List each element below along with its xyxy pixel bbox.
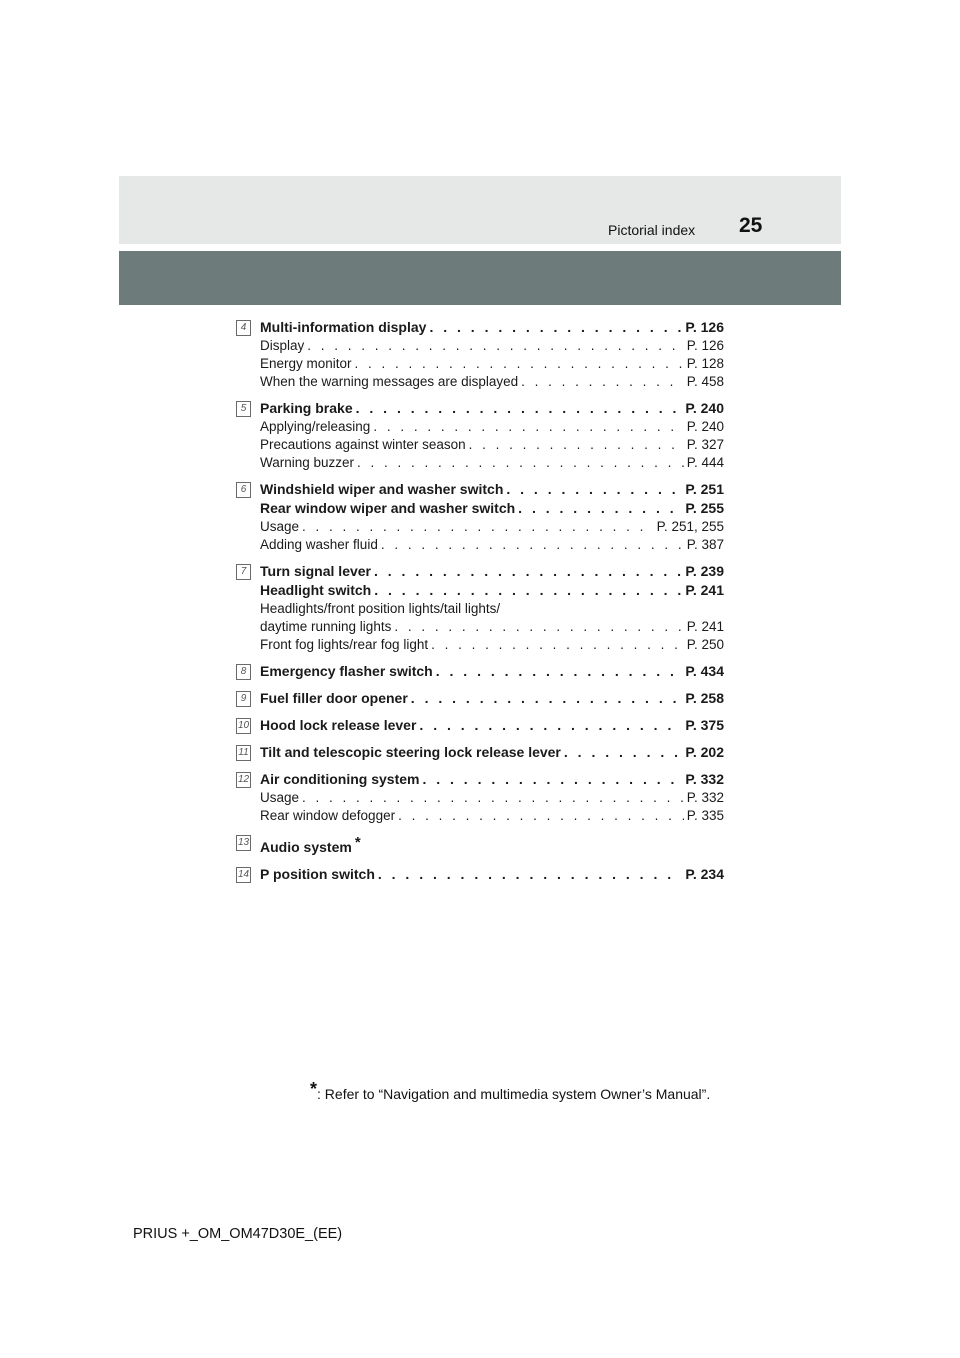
dot-leader xyxy=(564,743,682,761)
index-label: Fuel filler door opener xyxy=(260,690,408,706)
dot-leader xyxy=(436,662,683,680)
dot-leader xyxy=(422,770,682,788)
dot-leader xyxy=(302,789,684,807)
page-reference-link[interactable]: P. 458 xyxy=(686,374,724,389)
index-label: Usage xyxy=(260,790,300,805)
footer-model-code: PRIUS +_OM_OM47D30E_(EE) xyxy=(133,1226,343,1242)
index-entry xyxy=(236,480,724,554)
index-heading-line xyxy=(260,499,724,518)
index-heading-line xyxy=(260,662,724,681)
index-label: When the warning messages are displayed xyxy=(260,374,519,389)
item-number-marker: 6 xyxy=(236,482,251,498)
page-reference-link[interactable]: P. 128 xyxy=(686,356,724,371)
header-band xyxy=(119,176,841,244)
dot-leader xyxy=(518,499,682,517)
index-label: Hood lock release lever xyxy=(260,717,417,733)
index-label: Emergency flasher switch xyxy=(260,663,433,679)
index-heading-line xyxy=(260,743,724,762)
footnote-text: : Refer to “Navigation and multimedia system Owner’s Manual”. xyxy=(317,1086,711,1102)
index-entry xyxy=(236,833,724,857)
index-subitem-line xyxy=(260,618,724,636)
page-reference-link[interactable]: P. 327 xyxy=(686,437,724,452)
index-subitem-line xyxy=(260,636,724,654)
index-entry xyxy=(236,662,724,681)
index-label: Warning buzzer xyxy=(260,455,355,470)
dot-leader xyxy=(419,716,682,734)
index-heading-line xyxy=(260,865,724,884)
dot-leader xyxy=(356,399,683,417)
section-title: Pictorial index xyxy=(608,222,696,238)
dot-leader xyxy=(355,355,684,373)
index-label: P position switch xyxy=(260,866,375,882)
page-reference-link[interactable]: P. 332 xyxy=(685,771,724,787)
dot-leader xyxy=(378,865,682,883)
index-label: Rear window wiper and washer switch xyxy=(260,500,516,516)
index-label: Front fog lights/rear fog light xyxy=(260,637,429,652)
item-number-marker: 14 xyxy=(236,867,251,883)
dot-leader xyxy=(373,418,683,436)
index-entry xyxy=(236,770,724,825)
page-reference-link[interactable]: P. 335 xyxy=(686,808,724,823)
page-reference-link[interactable]: P. 240 xyxy=(686,419,724,434)
dot-leader xyxy=(429,318,682,336)
index-heading-line xyxy=(260,399,724,418)
item-number-marker: 8 xyxy=(236,664,251,680)
dot-leader xyxy=(381,536,684,554)
page-reference-link[interactable]: P. 241 xyxy=(685,582,724,598)
page-reference-link[interactable]: P. 444 xyxy=(686,455,724,470)
page-reference-link[interactable]: P. 258 xyxy=(685,690,724,706)
page-reference-link[interactable]: P. 255 xyxy=(685,500,724,516)
index-heading-line xyxy=(260,833,724,857)
dot-leader xyxy=(302,518,654,536)
index-heading-line xyxy=(260,318,724,337)
index-label: Applying/releasing xyxy=(260,419,371,434)
index-heading-line xyxy=(260,562,724,581)
index-entry xyxy=(236,689,724,708)
page-reference-link[interactable]: P. 387 xyxy=(686,537,724,552)
index-subitem-line xyxy=(260,518,724,536)
item-number-marker: 10 xyxy=(236,718,251,734)
page-reference-link[interactable]: P. 434 xyxy=(685,663,724,679)
index-label: Usage xyxy=(260,519,300,534)
page-reference-link[interactable]: P. 375 xyxy=(685,717,724,733)
index-label: Tilt and telescopic steering lock release lever xyxy=(260,744,561,760)
index-subitem-line xyxy=(260,807,724,825)
index-label: Headlights/front position lights/tail lights/ xyxy=(260,601,501,616)
index-heading-line xyxy=(260,689,724,708)
index-subitem-line xyxy=(260,789,724,807)
asterisk-note-mark: * xyxy=(354,834,361,851)
index-entry xyxy=(236,318,724,391)
index-entry xyxy=(236,865,724,884)
dot-leader xyxy=(307,337,683,355)
footnote-star: * xyxy=(310,1079,318,1099)
index-label: Air conditioning system xyxy=(260,771,420,787)
index-subitem-line xyxy=(260,373,724,391)
footnote xyxy=(310,1079,710,1102)
dot-leader xyxy=(357,454,684,472)
page-number: 25 xyxy=(739,214,763,237)
page-reference-link[interactable]: P. 239 xyxy=(685,563,724,579)
index-label: Turn signal lever xyxy=(260,563,371,579)
index-subitem-line xyxy=(260,536,724,554)
section-tab-band xyxy=(119,251,841,305)
index-label: Adding washer fluid xyxy=(260,537,378,552)
index-heading-line xyxy=(260,770,724,789)
index-subitem-line xyxy=(260,337,724,355)
page-reference-link[interactable]: P. 240 xyxy=(685,400,724,416)
dot-leader xyxy=(374,562,682,580)
page-reference-link[interactable]: P. 202 xyxy=(685,744,724,760)
index-subitem-line xyxy=(260,436,724,454)
index-label: Display xyxy=(260,338,305,353)
index-heading-line xyxy=(260,480,724,499)
index-label: Multi-information display xyxy=(260,319,427,335)
index-subitem-line xyxy=(260,355,724,373)
page-reference-link[interactable]: P. 234 xyxy=(685,866,724,882)
item-number-marker: 12 xyxy=(236,772,251,788)
index-entry xyxy=(236,716,724,735)
index-label: Parking brake xyxy=(260,400,353,416)
item-number-marker: 9 xyxy=(236,691,251,707)
dot-leader xyxy=(521,373,684,391)
page-reference-link[interactable]: P. 126 xyxy=(685,319,724,335)
item-number-marker: 11 xyxy=(236,745,251,761)
page-reference-link[interactable]: P. 241 xyxy=(686,619,724,634)
dot-leader xyxy=(506,480,682,498)
index-label: Rear window defogger xyxy=(260,808,396,823)
index-label: Audio system xyxy=(260,839,352,855)
page-reference-link[interactable]: P. 332 xyxy=(686,790,724,805)
dot-leader xyxy=(469,436,684,454)
dot-leader xyxy=(394,618,683,636)
dot-leader xyxy=(374,581,682,599)
index-label: Precautions against winter season xyxy=(260,437,466,452)
pictorial-index-list xyxy=(236,318,724,892)
dot-leader xyxy=(431,636,684,654)
index-label: Headlight switch xyxy=(260,582,372,598)
page-reference-link[interactable]: P. 250 xyxy=(686,637,724,652)
index-label: Windshield wiper and washer switch xyxy=(260,481,504,497)
index-entry xyxy=(236,743,724,762)
index-subitem-line xyxy=(260,418,724,436)
item-number-marker: 13 xyxy=(236,835,251,851)
index-entry xyxy=(236,562,724,654)
index-label: Energy monitor xyxy=(260,356,352,371)
item-number-marker: 7 xyxy=(236,564,251,580)
page-reference-link[interactable]: P. 251 xyxy=(685,481,724,497)
item-number-marker: 5 xyxy=(236,401,251,417)
index-entry xyxy=(236,399,724,472)
index-subitem-line xyxy=(260,600,724,618)
item-number-marker: 4 xyxy=(236,320,251,336)
index-label: daytime running lights xyxy=(260,619,392,634)
page-reference-link[interactable]: P. 126 xyxy=(686,338,724,353)
index-heading-line xyxy=(260,581,724,600)
dot-leader xyxy=(398,807,684,825)
page-reference-link[interactable]: P. 251, 255 xyxy=(656,519,724,534)
index-heading-line xyxy=(260,716,724,735)
dot-leader xyxy=(411,689,683,707)
index-subitem-line xyxy=(260,454,724,472)
